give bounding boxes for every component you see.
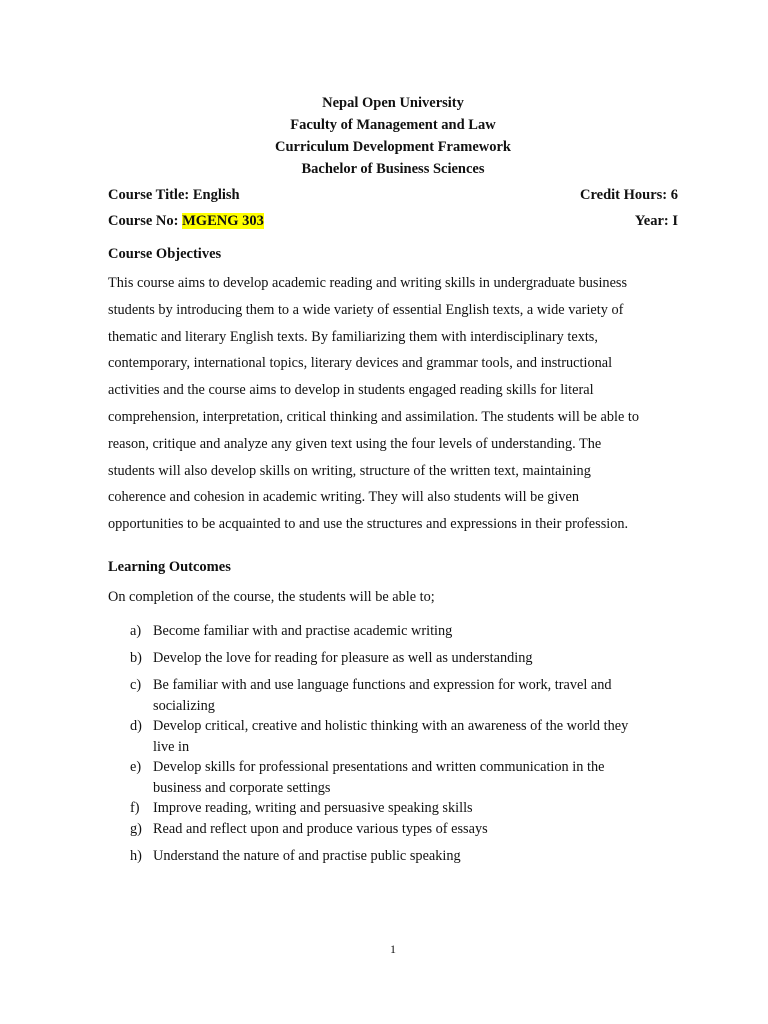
list-item-text: Become familiar with and practise academic writing	[153, 623, 453, 639]
credit-hours: Credit Hours: 6	[579, 187, 678, 203]
list-marker: c)	[130, 677, 142, 693]
list-item-text: Develop the love for reading for pleasure as well as understanding	[153, 650, 533, 666]
paragraph-line: students by introducing them to a wide variety of essential English texts, a wide variety of	[108, 301, 624, 318]
document-header	[0, 92, 768, 180]
objectives-paragraph	[108, 270, 678, 538]
course-year: Year: I	[634, 213, 678, 229]
objectives-heading: Course Objectives	[108, 246, 222, 262]
paragraph-line: thematic and literary English texts. By familiarizing them with interdisciplinary texts,	[108, 328, 598, 345]
list-item-text: Improve reading, writing and persuasive speaking skills	[153, 800, 473, 816]
course-number-row	[108, 211, 678, 231]
paragraph-line: reason, critique and analyze any given text using the four levels of understanding. The	[108, 435, 602, 452]
page-number: 1	[390, 942, 396, 956]
course-title-row	[108, 185, 678, 205]
outcomes-intro: On completion of the course, the students will be able to;	[108, 589, 435, 605]
list-item-text: Develop critical, creative and holistic thinking with an awareness of the world they live in	[153, 718, 629, 755]
course-title: Course Title: English	[108, 187, 240, 203]
paragraph-line: activities and the course aims to develop in students engaged reading skills for literal	[108, 382, 594, 399]
list-marker: e)	[130, 759, 142, 775]
paragraph-line: This course aims to develop academic reading and writing skills in undergraduate business	[108, 275, 628, 291]
list-marker: d)	[130, 718, 142, 734]
faculty-name: Faculty of Management and Law	[290, 117, 496, 133]
list-marker: h)	[130, 848, 142, 864]
course-code-highlight: MGENG 303	[182, 213, 264, 229]
list-item-text: Read and reflect upon and produce various types of essays	[153, 821, 488, 837]
program-name: Bachelor of Business Sciences	[301, 161, 485, 177]
framework-name: Curriculum Development Framework	[275, 139, 511, 155]
course-number	[108, 211, 264, 231]
list-item-text: Be familiar with and use language functions and expression for work, travel and socializing	[153, 677, 612, 714]
list-item-text: Develop skills for professional presentations and written communication in the business and corporate settings	[153, 759, 605, 796]
paragraph-line: students will also develop skills on writing, structure of the written text, maintaining	[108, 462, 591, 479]
learning-outcomes-heading: Learning Outcomes	[108, 559, 231, 575]
list-marker: g)	[130, 821, 142, 837]
list-marker: b)	[130, 650, 142, 666]
paragraph-line: coherence and cohesion in academic writing. They will also students will be given	[108, 489, 580, 506]
list-marker: a)	[130, 623, 142, 639]
paragraph-line: opportunities to be acquainted to and use the structures and expressions in their profession.	[108, 516, 629, 533]
university-name: Nepal Open University	[322, 95, 464, 111]
paragraph-line: contemporary, international topics, literary devices and grammar tools, and instructional	[108, 355, 613, 372]
list-marker: f)	[130, 800, 140, 816]
course-number-label: Course No:	[108, 213, 183, 229]
paragraph-line: comprehension, interpretation, critical thinking and assimilation. The students will be able to	[108, 408, 639, 425]
list-item-text: Understand the nature of and practise public speaking	[153, 848, 461, 864]
